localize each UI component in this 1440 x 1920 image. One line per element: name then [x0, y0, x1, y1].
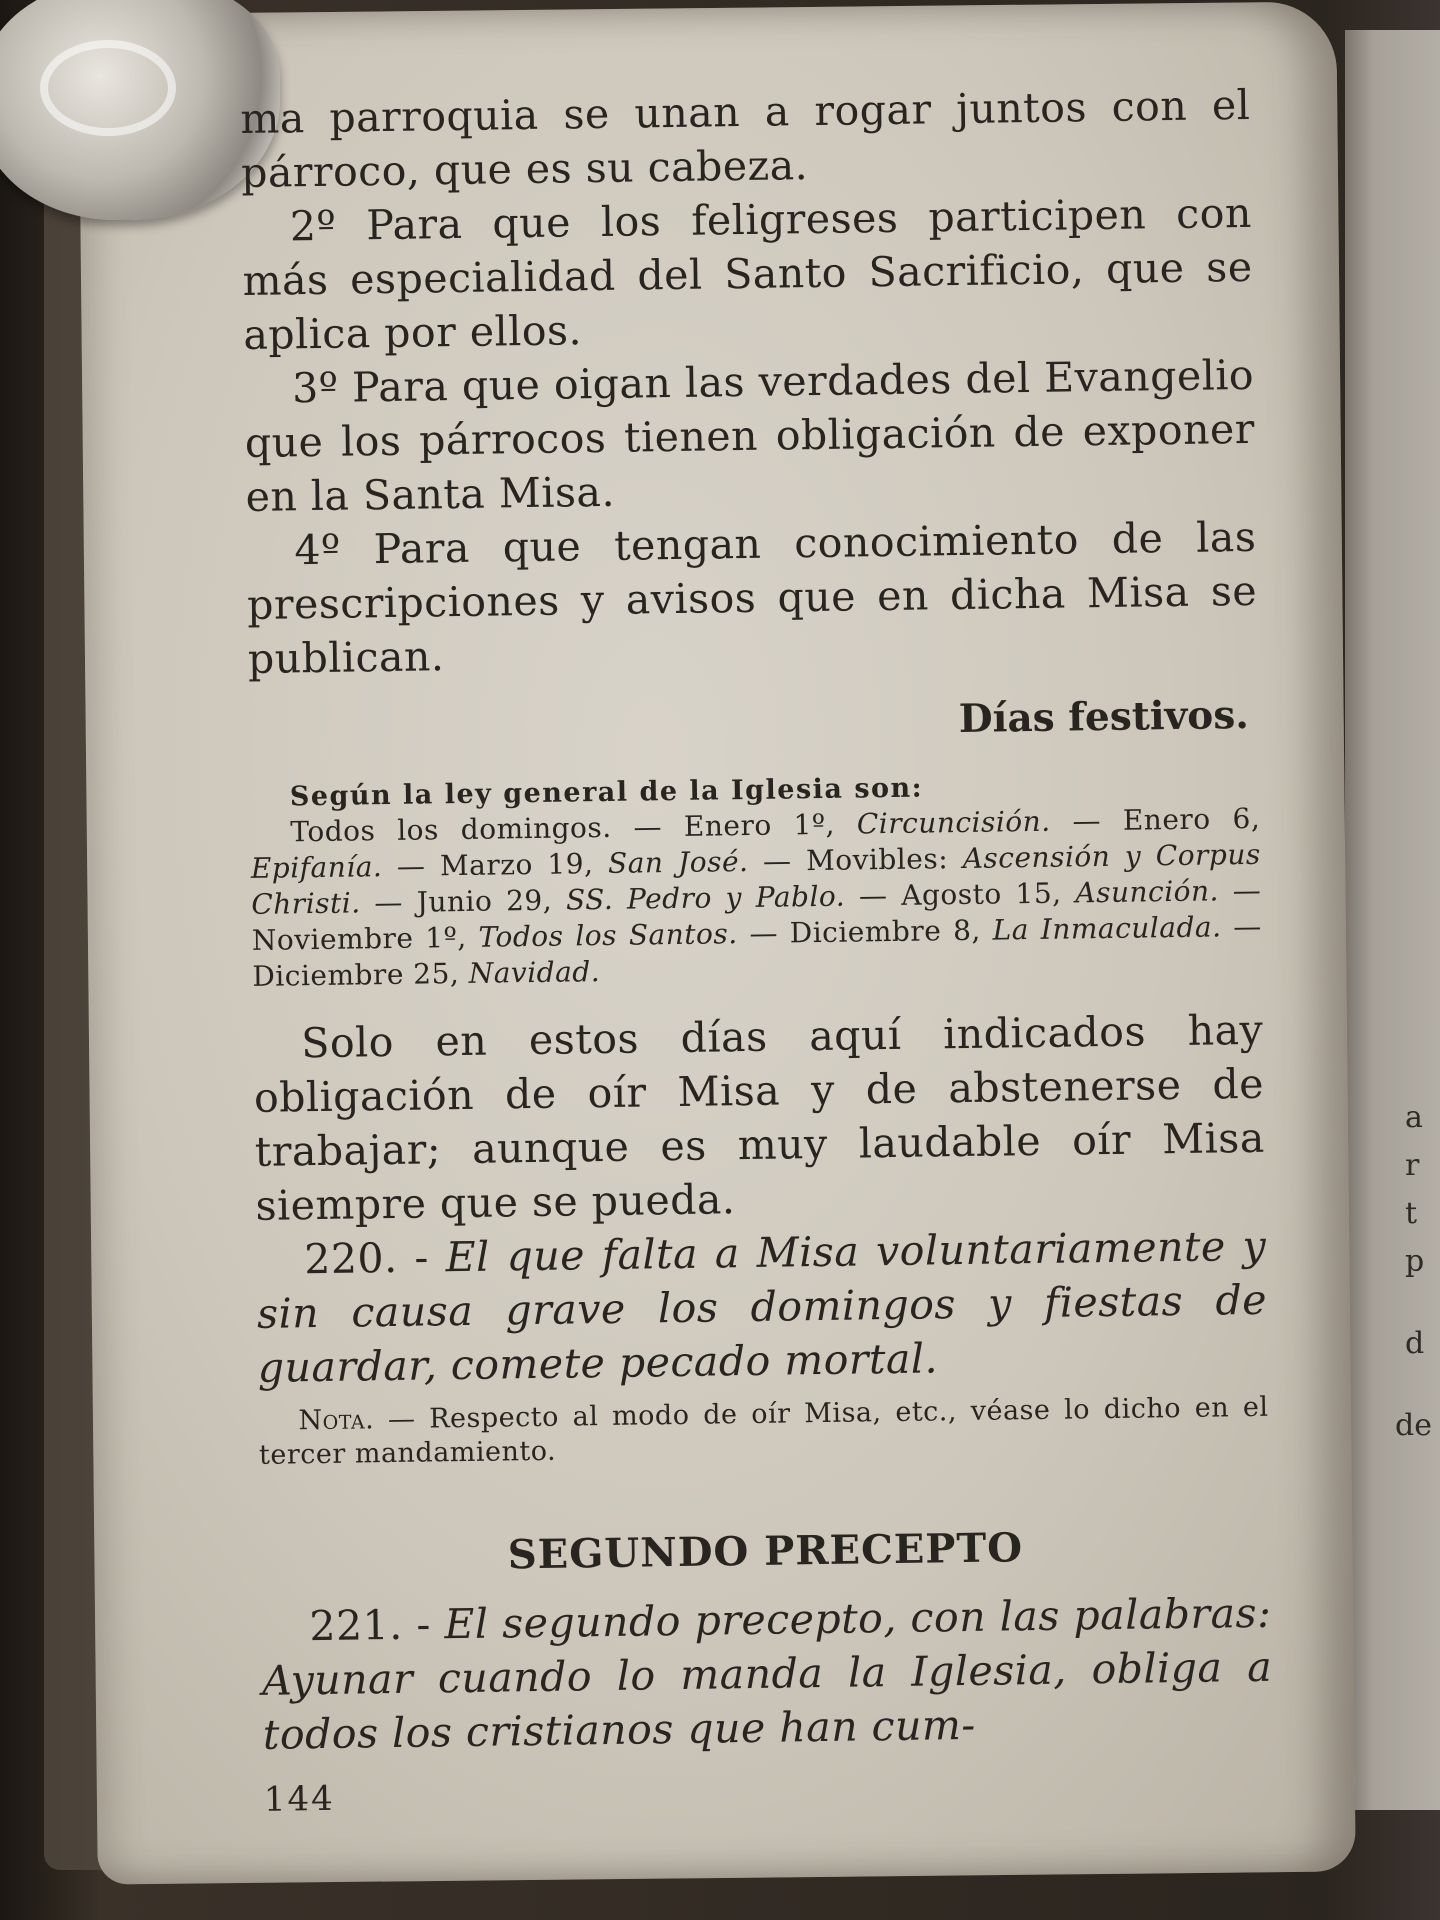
facing-page-fragment: p	[1405, 1244, 1425, 1279]
facing-page-fragment: de	[1395, 1408, 1432, 1443]
item-221-text: El segundo precepto, con las palabras: Ayunar cuando lo manda la Iglesia, obliga a todos los cristianos que han cum-	[261, 1588, 1273, 1759]
paragraph-point-2: 2º Para que los feligreses participen con más especialidad del Santo Sacrificio, que se aplica por ellos.	[242, 188, 1253, 359]
paragraph-point-4: 4º Para que tengan conocimiento de las prescripciones y avisos que en dicha Misa se publican.	[246, 512, 1258, 683]
facing-page-fragment: t	[1405, 1196, 1418, 1231]
section-heading: SEGUNDO PRECEPTO	[507, 1524, 1024, 1579]
item-220-text: El que falta a Misa voluntariamente y sin causa grave los domingos y fiestas de guardar, comete pecado mortal.	[256, 1221, 1268, 1392]
item-220	[256, 1219, 1268, 1395]
paragraph-continuation: ma parroquia se unan a rogar juntos con el párroco, que es su cabeza.	[240, 80, 1251, 197]
holidays-lead: Según la ley general de la Iglesia son:	[289, 772, 924, 813]
item-220-number: 220. -	[303, 1233, 446, 1284]
obligation-paragraph: Solo en estos días aquí indicados hay obligación de oír Misa y de abstenerse de trabajar; aunque es muy laudable oír Misa siempre que se pueda.	[253, 1005, 1266, 1230]
note-label: Nota.	[298, 1404, 375, 1437]
facing-page-fragment: r	[1405, 1148, 1420, 1183]
page-number: 144	[263, 1778, 336, 1820]
note-paragraph	[258, 1391, 1269, 1473]
page-text	[240, 78, 1274, 1820]
section-title: Días festivos.	[958, 691, 1250, 743]
facing-page-fragment: d	[1405, 1326, 1425, 1361]
paragraph-point-3: 3º Para que oigan las verdades del Evangelio que los párrocos tienen obligación de exponer en la Santa Misa.	[244, 350, 1256, 521]
facing-page	[1345, 30, 1440, 1810]
item-221	[261, 1586, 1273, 1762]
item-221-number: 221. -	[309, 1600, 445, 1651]
holidays-list: Todos los domingos. — Enero 1º, Circuncisión. — Enero 6, Epifanía. — Marzo 19, San José. — Movibles: Ascensión y Corpus Christi. — Junio 29, SS. Pedro y Pablo. — Agosto 15, Asunción. — Noviembre 1º, Todos los Santos. — Diciembre 8, La Inmaculada. — Diciembre 25, Navidad.	[250, 801, 1263, 993]
note-text: — Respecto al modo de oír Misa, etc., véase lo dicho en el tercer mandamiento.	[258, 1391, 1269, 1471]
facing-page-fragment: a	[1405, 1100, 1423, 1135]
